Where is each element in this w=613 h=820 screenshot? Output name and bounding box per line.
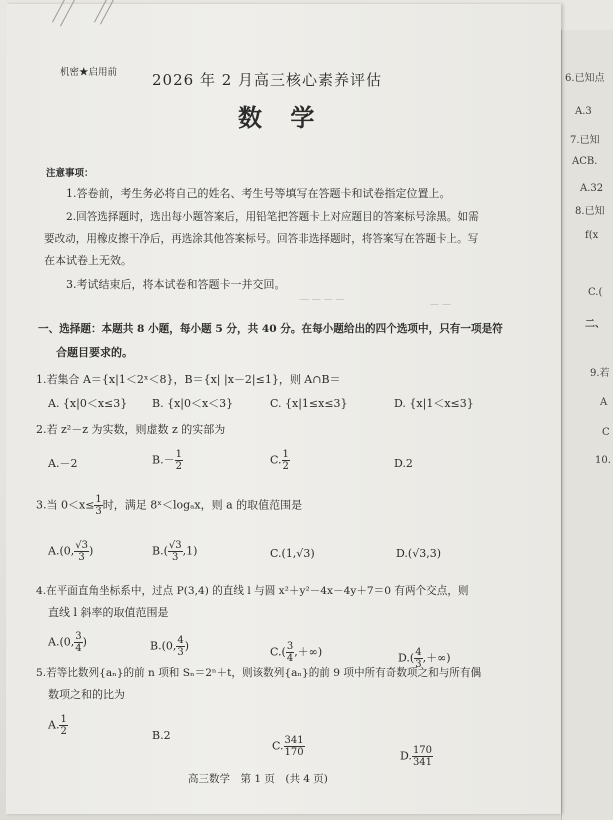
q1-option-b: B. {x|0＜x＜3} (152, 397, 234, 410)
next-page-edge (561, 30, 613, 820)
q5-option-a: A. $\frac{1}{2}$ (48, 714, 67, 737)
side-line: 10. (595, 455, 611, 466)
side-line: ACB. (572, 156, 598, 167)
q1-option-d: D. {x|1＜x≤3} (394, 397, 474, 410)
subject-title: 数 学 (238, 103, 325, 132)
section-heading-cont: 合题目要求的。 (56, 346, 133, 359)
q5-option-d: D. $\frac{170}{341}$ (400, 745, 433, 768)
side-line: A (600, 397, 608, 408)
q4-option-c: C.( $\frac{3}{4}$ ,＋∞) (270, 641, 323, 664)
q2-option-b: B.－ $\frac{1}{2}$ (152, 449, 182, 472)
note-3: 3.考试结束后，将本试卷和答题卡一并交回。 (66, 278, 286, 291)
note-2a: 2.回答选择题时，选出每小题答案后，用铅笔把答题卡上对应题目的答案标号涂黑。如需 (66, 211, 479, 223)
q5-stem-line1: 5.若等比数列{aₙ}的前 n 项和 Sₙ＝2ⁿ＋t，则该数列{aₙ}的前 9 项中所有奇数项之和与所有偶 (36, 667, 482, 679)
q4-option-a: A.(0, $\frac{3}{4}$ ) (48, 631, 87, 654)
side-line: 7.已知 (570, 135, 600, 146)
section-heading: 一、选择题：本题共 8 小题，每小题 5 分，共 40 分。在每小题给出的四个选项中，只有一项是符 (38, 323, 503, 335)
show-through: — — (430, 300, 451, 310)
exam-title: 2026 年 2 月高三核心素养评估 (152, 71, 383, 89)
q3-option-c: C.(1,√3) (270, 547, 315, 560)
side-line: 8.已知 (575, 206, 605, 217)
confidential-mark: 机密★启用前 (60, 67, 118, 78)
q3-stem: 3.当 0＜x≤ $\frac{1}{3}$ 时，满足 8ˣ＜logₐx，则 a 的取值范围是 (36, 494, 303, 517)
q3-option-b: B.( $\frac{√3}{3}$ ,1) (152, 540, 198, 563)
q1-option-a: A. {x|0＜x≤3} (48, 397, 128, 410)
show-through: — — — — (300, 295, 345, 305)
side-line: f(x (585, 230, 599, 241)
q4-option-d: D.( $\frac{4}{3}$ ,＋∞) (398, 647, 451, 670)
side-line: A.3 (575, 106, 592, 117)
q4-stem-line1: 4.在平面直角坐标系中，过点 P(3,4) 的直线 l 与圆 x²＋y²－4x－4y＋7＝0 有两个交点，则 (36, 585, 469, 597)
note-2b: 要改动，用橡皮擦干净后，再选涂其他答案标号。回答非选择题时，将答案写在答题卡上。写 (44, 233, 479, 245)
q2-option-a: A.－2 (48, 457, 78, 470)
q5-option-b: B.2 (152, 729, 171, 742)
q1-stem: 1.若集合 A＝{x|1＜2ˣ＜8}，B＝{x| |x－2|≤1}，则 A∩B＝ (36, 373, 341, 386)
q3-option-d: D.(√3,3) (396, 547, 442, 560)
q3-option-a: A.(0, $\frac{√3}{3}$ ) (48, 540, 94, 563)
q1-option-c: C. {x|1≤x≤3} (270, 397, 348, 410)
note-1: 1.答卷前，考生务必将自己的姓名、考生号等填写在答题卡和试卷指定位置上。 (66, 187, 451, 200)
q2-stem: 2.若 z²－z 为实数，则虚数 z 的实部为 (36, 423, 226, 436)
q2-option-d: D.2 (394, 457, 413, 470)
page-footer: 高三数学 第 1 页 (共 4 页) (188, 773, 328, 785)
q4-stem-line2: 直线 l 斜率的取值范围是 (48, 606, 169, 619)
note-2c: 在本试卷上无效。 (44, 254, 132, 267)
q2-option-c: C. $\frac{1}{2}$ (270, 449, 289, 472)
notes-heading: 注意事项： (46, 168, 94, 179)
q5-stem-line2: 数项之和的比为 (48, 688, 125, 701)
side-line: 6.已知点 (565, 73, 605, 84)
side-line: 二、 (585, 319, 605, 330)
side-line: C (602, 427, 610, 438)
side-line: A.32 (580, 183, 604, 194)
q5-option-c: C. $\frac{341}{170}$ (272, 735, 304, 758)
side-line: C.( (588, 287, 603, 298)
q4-option-b: B.(0, $\frac{4}{3}$ ) (150, 635, 190, 658)
side-line: 9.若 (590, 368, 610, 379)
